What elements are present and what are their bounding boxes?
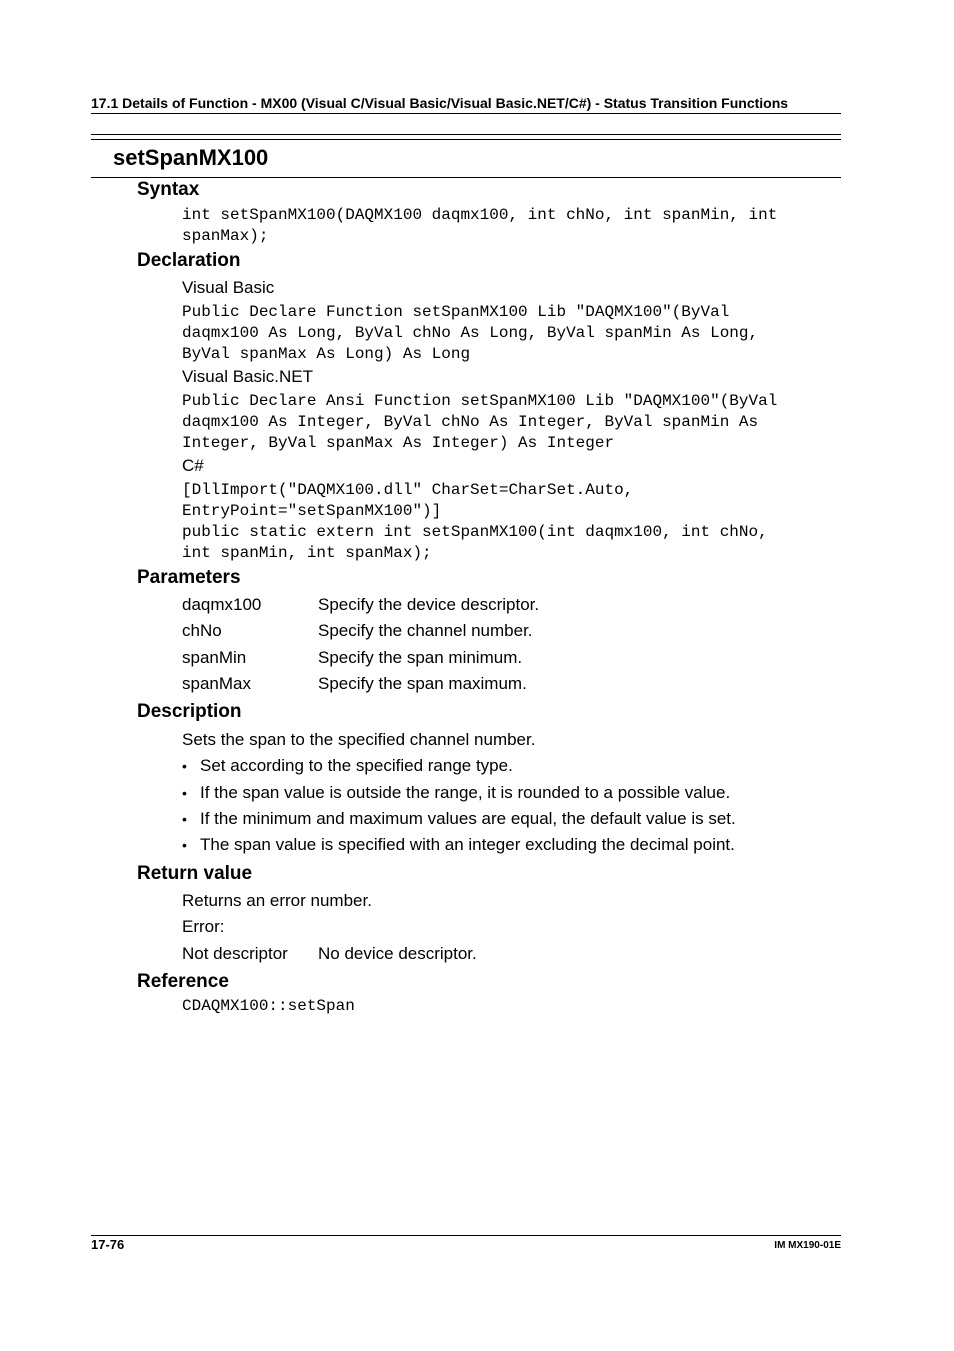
description-bullet <box>182 783 730 803</box>
return-value-heading: Return value <box>137 863 253 884</box>
declaration-heading: Declaration <box>137 250 241 271</box>
running-header: 17.1 Details of Function - MX00 (Visual C/Visual Basic/Visual Basic.NET/C#) - Status Transition Functions <box>91 95 789 111</box>
header-rule <box>91 113 841 114</box>
description-bullet <box>182 809 736 829</box>
vb-label: Visual Basic <box>182 278 275 297</box>
footer-rule <box>91 1235 841 1236</box>
param-desc: Specify the span maximum. <box>318 674 527 693</box>
bullet-glyph: • <box>182 837 187 853</box>
cs-code: [DllImport("DAQMX100.dll" CharSet=CharSet.Auto, EntryPoint="setSpanMX100")] public static extern int setSpanMX100(int daqmx100, int chNo, int spanMin, int spanMax); <box>182 481 768 562</box>
return-value-text: Returns an error number. <box>182 891 372 910</box>
vbnet-label: Visual Basic.NET <box>182 367 314 386</box>
section-rule-top <box>91 134 841 135</box>
bullet-text: The span value is specified with an integer excluding the decimal point. <box>200 835 735 854</box>
error-desc: No device descriptor. <box>318 944 477 963</box>
description-bullet <box>182 835 735 855</box>
bullet-glyph: • <box>182 811 187 827</box>
section-rule-bottom <box>91 177 841 178</box>
reference-code: CDAQMX100::setSpan <box>182 997 355 1015</box>
error-label: Error: <box>182 917 225 936</box>
description-heading: Description <box>137 701 242 722</box>
param-desc: Specify the span minimum. <box>318 648 523 667</box>
param-name: chNo <box>182 621 222 640</box>
vbnet-code: Public Declare Ansi Function setSpanMX100 Lib "DAQMX100"(ByVal daqmx100 As Integer, ByVal chNo As Integer, ByVal spanMin As Integer, ByVal spanMax As Integer) As Integer <box>182 392 778 452</box>
parameters-heading: Parameters <box>137 567 241 588</box>
param-desc: Specify the channel number. <box>318 621 533 640</box>
param-name: spanMax <box>182 674 251 693</box>
function-title: setSpanMX100 <box>113 145 269 170</box>
section-rule-top-inner <box>91 139 841 140</box>
error-name: Not descriptor <box>182 944 288 963</box>
description-bullet <box>182 756 513 776</box>
bullet-text: If the span value is outside the range, it is rounded to a possible value. <box>200 783 731 802</box>
param-name: spanMin <box>182 648 247 667</box>
reference-heading: Reference <box>137 971 229 992</box>
document-id: IM MX190-01E <box>774 1240 841 1251</box>
vb-code: Public Declare Function setSpanMX100 Lib "DAQMX100"(ByVal daqmx100 As Long, ByVal chNo As Long, ByVal spanMin As Long, ByVal spanMax As Long) As Long <box>182 303 759 363</box>
param-name: daqmx100 <box>182 595 262 614</box>
bullet-glyph: • <box>182 785 187 801</box>
bullet-glyph: • <box>182 758 187 774</box>
cs-label: C# <box>182 456 204 475</box>
syntax-heading: Syntax <box>137 179 200 200</box>
syntax-code: int setSpanMX100(DAQMX100 daqmx100, int chNo, int spanMin, int spanMax); <box>182 206 778 245</box>
page-number: 17-76 <box>91 1237 125 1252</box>
bullet-text: If the minimum and maximum values are equal, the default value is set. <box>200 809 736 828</box>
description-intro: Sets the span to the specified channel number. <box>182 730 536 749</box>
bullet-text: Set according to the specified range type. <box>200 756 513 775</box>
param-desc: Specify the device descriptor. <box>318 595 540 614</box>
